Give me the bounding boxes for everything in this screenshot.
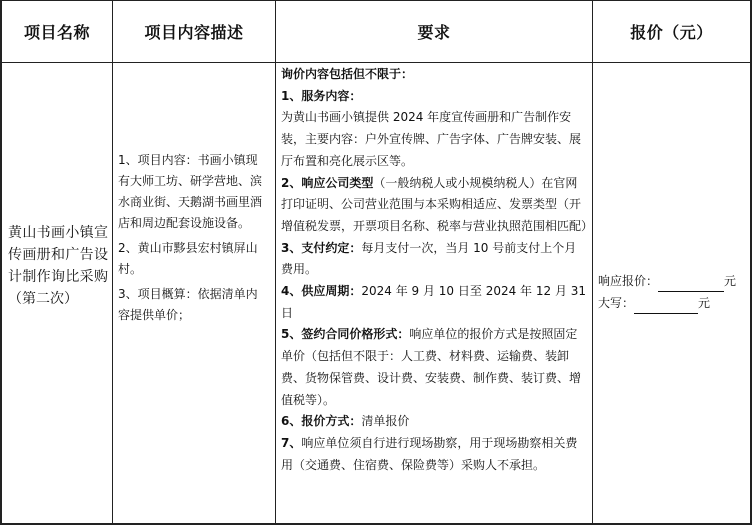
header-project-description: 项目内容描述: [144, 23, 244, 42]
requirement-item: [281, 238, 588, 281]
requirement-item: [281, 173, 594, 238]
requirement-item: [281, 281, 588, 324]
description-item: 3、项目概算：依据清单内容提供单价；: [118, 287, 258, 322]
requirement-item: [281, 411, 588, 433]
requirement-text: （一般纳税人或小规模纳税人）在官网打印证明、公司营业范围与本采购相适应、发票类型（开增值税发票，开票项目名称、税率与营业执照范围相匹配）: [281, 175, 594, 233]
price-label: 响应报价：: [598, 274, 659, 288]
requirement-text: 响应单位须自行进行现场勘察，用于现场勘察相关费用（交通费、住宿费、保险费等）采购人不承担。: [281, 435, 578, 472]
header-quote: 报价（元）: [630, 23, 713, 42]
requirement-title: 1、服务内容：: [281, 88, 362, 103]
requirements-intro: 询价内容包括但不限于：: [281, 67, 414, 81]
requirements-cell: [281, 64, 594, 476]
capital-row: [598, 292, 748, 314]
requirement-item: [281, 324, 588, 411]
column-divider-1: [112, 0, 113, 525]
requirement-title: 5、签约合同价格形式：: [281, 327, 410, 342]
price-row: [598, 270, 748, 292]
requirement-title: 7、: [281, 435, 302, 450]
table-border-left: [0, 0, 2, 525]
capital-unit: 元: [698, 296, 711, 310]
column-divider-2: [275, 0, 276, 525]
header-project-name: 项目名称: [23, 23, 90, 42]
requirement-item: [281, 86, 588, 173]
requirement-title: 2、响应公司类型: [281, 175, 374, 190]
requirement-title: 3、支付约定：: [281, 240, 362, 255]
price-unit: 元: [724, 274, 737, 288]
requirement-text: 每月支付一次，当月 10 号前支付上个月费用。: [281, 240, 577, 277]
requirement-text: 2024 年 9 月 10 日至 2024 年 12 月 31 日: [281, 284, 587, 320]
capital-label: 大写：: [598, 296, 635, 310]
requirement-title: 6、报价方式：: [281, 414, 362, 429]
description-item: 1、项目内容：书画小镇现有大师工坊、研学营地、滨水商业街、天鹅湖书画里酒店和周边配套设施设备。: [118, 153, 263, 230]
description-item: 2、黄山市黟县宏村镇屏山村。: [118, 241, 258, 276]
project-name-cell: 黄山书画小镇宣传画册和广告设计制作询比采购（第二次）: [8, 225, 108, 307]
requirement-text: 清单报价: [361, 414, 410, 429]
requirement-text: 为黄山书画小镇提供 2024 年度宣传画册和广告制作安装，主要内容：户外宣传牌、广告字体、广告牌安装、展厅布置和亮化展示区等。: [281, 110, 582, 168]
price-input-blank[interactable]: [658, 277, 724, 292]
requirement-text: 响应单位的报价方式是按照固定单价（包括但不限于：人工费、材料费、运输费、装卸费、货物保管费、设计费、安装费、制作费、装订费、增值税等）。: [281, 327, 582, 407]
quote-cell: [598, 270, 748, 314]
capital-input-blank[interactable]: [634, 299, 698, 314]
requirement-title: 4、供应周期：: [281, 284, 362, 299]
project-description-cell: [118, 150, 268, 330]
header-requirements: 要求: [417, 23, 451, 42]
column-divider-3: [592, 0, 593, 525]
requirement-item: [281, 433, 588, 476]
